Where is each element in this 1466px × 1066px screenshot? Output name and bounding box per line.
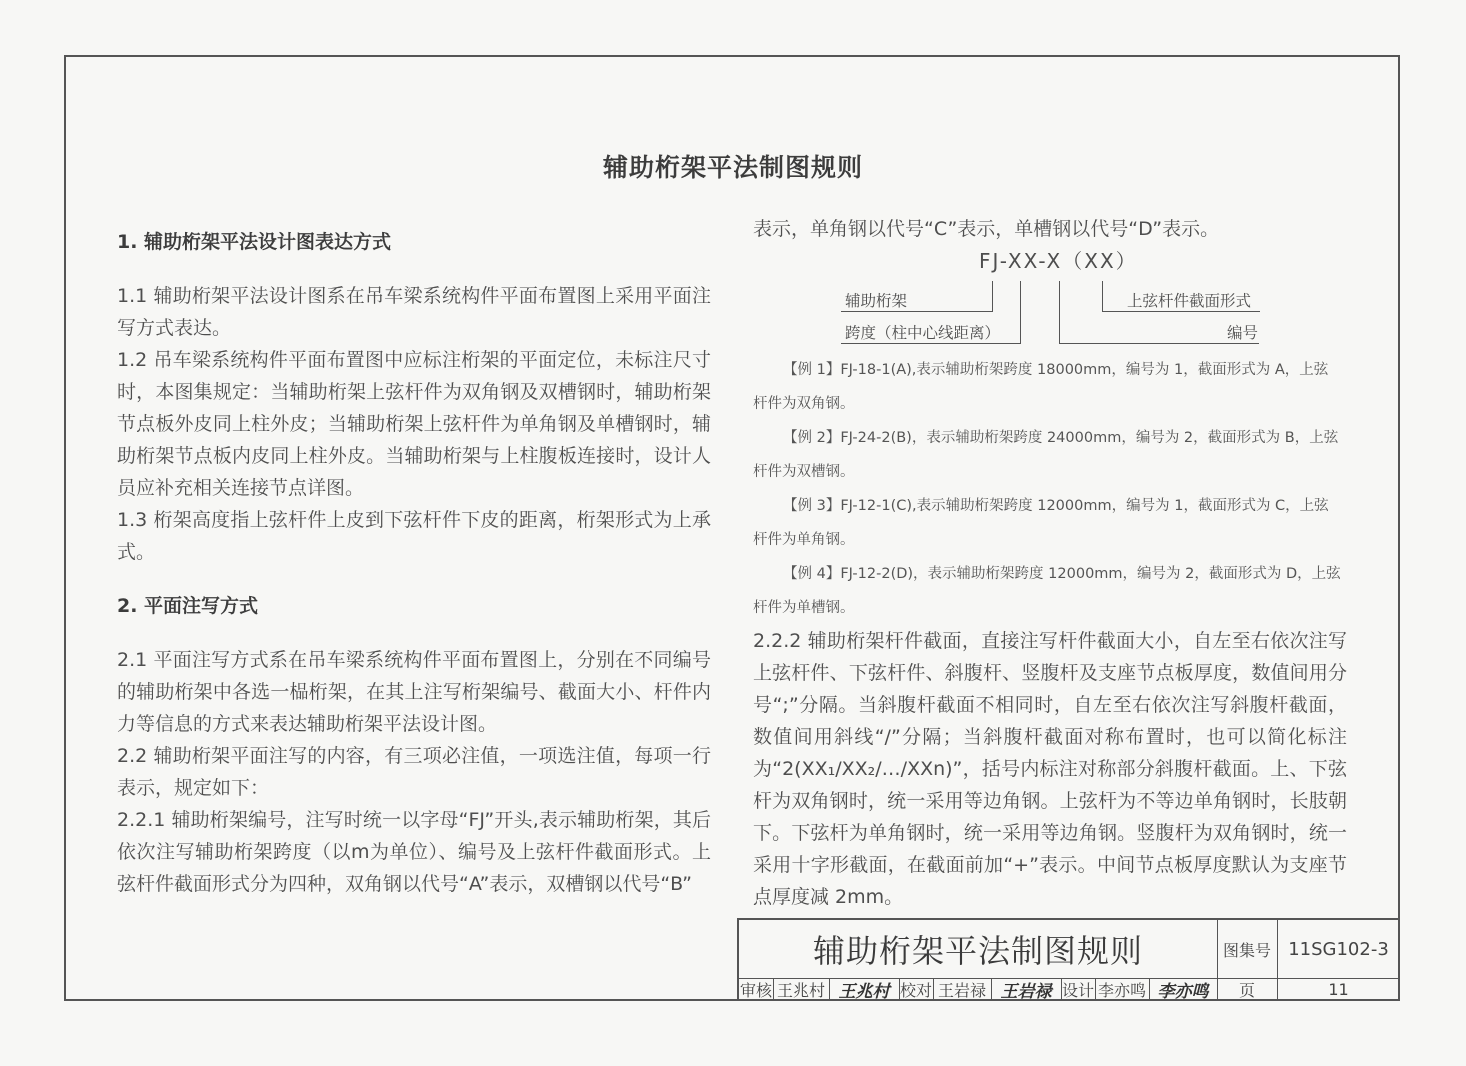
atlas-number: 11SG102-3 xyxy=(1288,938,1389,960)
paragraph-continuation: 表示，单角钢以代号“C”表示，单槽钢以代号“D”表示。 xyxy=(753,218,1220,240)
label-span: 跨度（柱中心线距离） xyxy=(845,324,1001,342)
example-2: 【例 2】FJ-24-2(B)，表示辅助桁架跨度 24000mm，编号为 2，截面形式为 B，上弦 杆件为双槽钢。 xyxy=(753,430,1339,480)
code-format: FJ-XX-X（XX） xyxy=(979,249,1138,273)
label-number: 编号 xyxy=(1227,324,1259,342)
page-label: 页 xyxy=(1238,980,1255,1000)
page-number: 11 xyxy=(1328,979,1349,999)
check-name: 王岩禄 xyxy=(937,980,986,1000)
paragraph-1-3: 1.3 桁架高度指上弦杆件上皮到下弦杆件下皮的距离，桁架形式为上承式。 xyxy=(117,509,711,563)
title-block xyxy=(737,918,1398,1000)
label-fj: 辅助桁架 xyxy=(845,292,908,310)
leader-fj-h xyxy=(841,311,993,312)
example-4: 【例 4】FJ-12-2(D)，表示辅助桁架跨度 12000mm，编号为 2，截面形式为 D，上弦 杆件为单槽钢。 xyxy=(753,566,1341,616)
paragraph-2-1: 2.1 平面注写方式系在吊车梁系统构件平面布置图上，分别在不同编号的辅助桁架中各选一榀桁架，在其上注写桁架编号、截面大小、杆件内力等信息的方式来表达辅助桁架平法设计图。 xyxy=(117,649,711,735)
paragraph-1-1: 1.1 辅助桁架平法设计图系在吊车梁系统构件平面布置图上采用平面注写方式表达。 xyxy=(117,285,711,339)
paragraph-1-2: 1.2 吊车梁系统构件平面布置图中应标注桁架的平面定位，未标注尺寸时，本图集规定：当辅助桁架上弦杆件为双角钢及双槽钢时，辅助桁架节点板外皮同上柱外皮；当辅助桁架上弦杆件为单角钢及单槽钢时，辅助桁架节点板内皮同上柱外皮。当辅助桁架与上柱腹板连接时，设计人员应补充相关连接节点详图。 xyxy=(117,349,711,499)
review-signature: 王兆村 xyxy=(838,981,890,1002)
check-label: 校对 xyxy=(899,980,932,1000)
review-label: 审核 xyxy=(739,980,772,1000)
paragraph-2-2-1: 2.2.1 辅助桁架编号，注写时统一以字母“FJ”开头,表示辅助桁架，其后依次注写辅助桁架跨度（以m为单位）、编号及上弦杆件截面形式。上弦杆件截面形式分为四种，双角钢以代号“A”表示，双槽钢以代号“B” xyxy=(117,809,711,895)
page-title: 辅助桁架平法制图规则 xyxy=(602,153,863,182)
leader-span-v xyxy=(1020,281,1021,344)
paragraph-2-2: 2.2 辅助桁架平面注写的内容，有三项必注值，一项选注值，每项一行表示，规定如下： xyxy=(117,745,711,799)
design-signature: 李亦鸣 xyxy=(1157,981,1209,1002)
check-signature: 王岩禄 xyxy=(1000,981,1052,1002)
leader-section-h xyxy=(1102,311,1260,312)
section-heading-2: 2. 平面注写方式 xyxy=(117,595,259,617)
examples-list xyxy=(753,353,1347,625)
label-section: 上弦杆件截面形式 xyxy=(1127,292,1252,310)
code-diagram xyxy=(753,245,1347,353)
leader-number-h xyxy=(1059,343,1259,344)
leader-span-h xyxy=(841,343,1021,344)
atlas-label: 图集号 xyxy=(1222,940,1271,960)
leader-fj-v xyxy=(992,281,993,312)
design-name: 李亦鸣 xyxy=(1097,980,1146,1000)
example-3: 【例 3】FJ-12-1(C),表示辅助桁架跨度 12000mm，编号为 1，截面形式为 C，上弦 杆件为单角钢。 xyxy=(753,498,1329,548)
leader-section-v xyxy=(1102,281,1103,312)
left-column xyxy=(117,226,711,900)
title-block-main: 辅助桁架平法制图规则 xyxy=(812,932,1143,970)
example-1: 【例 1】FJ-18-1(A),表示辅助桁架跨度 18000mm，编号为 1，截面形式为 A，上弦 杆件为双角钢。 xyxy=(753,362,1329,412)
leader-number-v xyxy=(1059,281,1060,344)
section-heading-1: 1. 辅助桁架平法设计图表达方式 xyxy=(117,231,392,253)
review-name: 王兆村 xyxy=(776,980,825,1000)
paragraph-2-2-2: 2.2.2 辅助桁架杆件截面，直接注写杆件截面大小，自左至右依次注写上弦杆件、下弦杆件、斜腹杆、竖腹杆及支座节点板厚度，数值间用分号“;”分隔。当斜腹杆截面不相同时，自左至右依次注写斜腹杆截面，数值间用斜线“/”分隔；当斜腹杆截面对称布置时，也可以简化标注为“2(XX₁/XX₂/…/XXn)”，括号内标注对称部分斜腹杆截面。上、下弦杆为双角钢时，统一采用等边角钢。上弦杆为不等边单角钢时，长肢朝下。下弦杆为单角钢时，统一采用等边角钢。竖腹杆为双角钢时，统一采用十字形截面，在截面前加“+”表示。中间节点板厚度默认为支座节点厚度减 2mm。 xyxy=(753,630,1347,908)
right-column xyxy=(753,213,1347,913)
design-label: 设计 xyxy=(1061,980,1094,1000)
